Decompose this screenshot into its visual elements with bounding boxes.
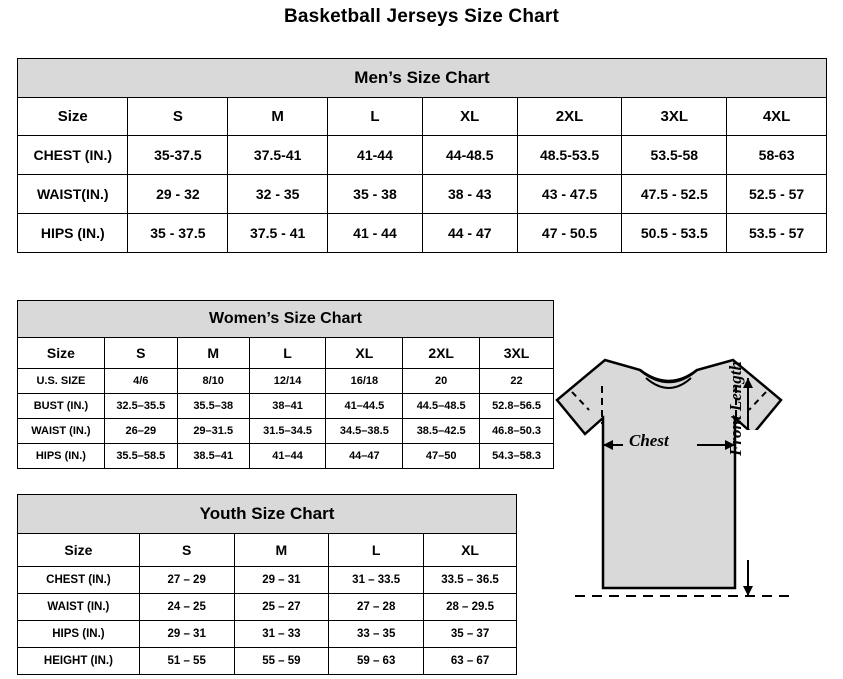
mens-header-s: S — [128, 98, 228, 136]
youth-chart-caption: Youth Size Chart — [18, 495, 517, 534]
womens-header-s: S — [104, 338, 177, 369]
youth-height-xl: 63 – 67 — [424, 648, 517, 675]
mens-chest-xl: 44-48.5 — [422, 136, 517, 175]
table-row — [18, 394, 554, 419]
page-title: Basketball Jerseys Size Chart — [283, 6, 560, 27]
womens-row-label-us-size: U.S. SIZE — [18, 369, 105, 394]
womens-us-size-2xl: 20 — [403, 369, 480, 394]
table-row — [18, 136, 827, 175]
table-header-row — [18, 338, 554, 369]
womens-row-label-bust: BUST (IN.) — [18, 394, 105, 419]
youth-row-label-height: HEIGHT (IN.) — [18, 648, 140, 675]
table-row — [18, 648, 517, 675]
mens-hips-l: 41 - 44 — [328, 214, 423, 253]
youth-waist-xl: 28 – 29.5 — [424, 594, 517, 621]
table-caption-row — [18, 301, 554, 338]
womens-bust-xl: 41–44.5 — [326, 394, 403, 419]
youth-chest-m: 29 – 31 — [234, 567, 329, 594]
mens-waist-m: 32 - 35 — [228, 175, 328, 214]
mens-chest-m: 37.5-41 — [228, 136, 328, 175]
youth-row-label-waist: WAIST (IN.) — [18, 594, 140, 621]
youth-height-s: 51 – 55 — [139, 648, 234, 675]
mens-hips-3xl: 50.5 - 53.5 — [622, 214, 727, 253]
womens-hips-s: 35.5–58.5 — [104, 444, 177, 469]
youth-height-l: 59 – 63 — [329, 648, 424, 675]
mens-header-l: L — [328, 98, 423, 136]
womens-header-m: M — [177, 338, 249, 369]
youth-waist-l: 27 – 28 — [329, 594, 424, 621]
table-row — [18, 594, 517, 621]
womens-waist-l: 31.5–34.5 — [249, 419, 326, 444]
front-length-arrow-bottom — [743, 586, 753, 596]
table-caption-row — [18, 59, 827, 98]
youth-hips-m: 31 – 33 — [234, 621, 329, 648]
youth-chest-s: 27 – 29 — [139, 567, 234, 594]
jersey-illustration-svg — [545, 348, 835, 668]
youth-header-xl: XL — [424, 534, 517, 567]
mens-header-xl: XL — [422, 98, 517, 136]
youth-chest-l: 31 – 33.5 — [329, 567, 424, 594]
mens-row-label-hips: HIPS (IN.) — [18, 214, 128, 253]
mens-header-m: M — [228, 98, 328, 136]
youth-header-l: L — [329, 534, 424, 567]
womens-header-2xl: 2XL — [403, 338, 480, 369]
womens-us-size-xl: 16/18 — [326, 369, 403, 394]
mens-waist-xl: 38 - 43 — [422, 175, 517, 214]
womens-header-l: L — [249, 338, 326, 369]
womens-bust-s: 32.5–35.5 — [104, 394, 177, 419]
womens-bust-l: 38–41 — [249, 394, 326, 419]
table-row — [18, 214, 827, 253]
womens-header-3xl: 3XL — [480, 338, 554, 369]
youth-header-s: S — [139, 534, 234, 567]
mens-chart-caption: Men’s Size Chart — [18, 59, 827, 98]
womens-bust-3xl: 52.8–56.5 — [480, 394, 554, 419]
womens-header-xl: XL — [326, 338, 403, 369]
youth-waist-m: 25 – 27 — [234, 594, 329, 621]
mens-waist-4xl: 52.5 - 57 — [727, 175, 827, 214]
womens-us-size-l: 12/14 — [249, 369, 326, 394]
youth-hips-xl: 35 – 37 — [424, 621, 517, 648]
womens-waist-m: 29–31.5 — [177, 419, 249, 444]
mens-chest-4xl: 58-63 — [727, 136, 827, 175]
womens-header-size: Size — [18, 338, 105, 369]
mens-size-chart-table — [17, 58, 827, 253]
womens-row-label-hips: HIPS (IN.) — [18, 444, 105, 469]
womens-hips-2xl: 47–50 — [403, 444, 480, 469]
mens-header-size: Size — [18, 98, 128, 136]
jersey-measurement-diagram — [545, 348, 835, 668]
mens-chest-l: 41-44 — [328, 136, 423, 175]
womens-bust-2xl: 44.5–48.5 — [403, 394, 480, 419]
youth-height-m: 55 – 59 — [234, 648, 329, 675]
mens-hips-2xl: 47 - 50.5 — [517, 214, 622, 253]
womens-us-size-3xl: 22 — [480, 369, 554, 394]
table-row — [18, 621, 517, 648]
womens-us-size-m: 8/10 — [177, 369, 249, 394]
womens-waist-3xl: 46.8–50.3 — [480, 419, 554, 444]
womens-chart-caption: Women’s Size Chart — [18, 301, 554, 338]
mens-chest-s: 35-37.5 — [128, 136, 228, 175]
table-row — [18, 369, 554, 394]
youth-waist-s: 24 – 25 — [139, 594, 234, 621]
mens-row-label-chest: CHEST (IN.) — [18, 136, 128, 175]
mens-waist-3xl: 47.5 - 52.5 — [622, 175, 727, 214]
mens-waist-2xl: 43 - 47.5 — [517, 175, 622, 214]
youth-hips-s: 29 – 31 — [139, 621, 234, 648]
womens-us-size-s: 4/6 — [104, 369, 177, 394]
womens-hips-l: 41–44 — [249, 444, 326, 469]
womens-waist-2xl: 38.5–42.5 — [403, 419, 480, 444]
womens-hips-xl: 44–47 — [326, 444, 403, 469]
mens-header-4xl: 4XL — [727, 98, 827, 136]
front-length-measure-label: Front Length — [726, 361, 745, 456]
mens-hips-s: 35 - 37.5 — [128, 214, 228, 253]
youth-hips-l: 33 – 35 — [329, 621, 424, 648]
youth-size-chart-table — [17, 494, 517, 675]
womens-waist-xl: 34.5–38.5 — [326, 419, 403, 444]
chest-measure-label: Chest — [629, 431, 669, 450]
mens-waist-l: 35 - 38 — [328, 175, 423, 214]
mens-hips-xl: 44 - 47 — [422, 214, 517, 253]
youth-row-label-hips: HIPS (IN.) — [18, 621, 140, 648]
youth-row-label-chest: CHEST (IN.) — [18, 567, 140, 594]
womens-hips-3xl: 54.3–58.3 — [480, 444, 554, 469]
mens-hips-4xl: 53.5 - 57 — [727, 214, 827, 253]
mens-hips-m: 37.5 - 41 — [228, 214, 328, 253]
womens-waist-s: 26–29 — [104, 419, 177, 444]
womens-row-label-waist: WAIST (IN.) — [18, 419, 105, 444]
mens-chest-2xl: 48.5-53.5 — [517, 136, 622, 175]
table-header-row — [18, 98, 827, 136]
table-header-row — [18, 534, 517, 567]
mens-waist-s: 29 - 32 — [128, 175, 228, 214]
table-row — [18, 567, 517, 594]
mens-chest-3xl: 53.5-58 — [622, 136, 727, 175]
youth-header-m: M — [234, 534, 329, 567]
youth-chest-xl: 33.5 – 36.5 — [424, 567, 517, 594]
youth-header-size: Size — [18, 534, 140, 567]
womens-bust-m: 35.5–38 — [177, 394, 249, 419]
table-row — [18, 175, 827, 214]
table-row — [18, 444, 554, 469]
mens-header-2xl: 2XL — [517, 98, 622, 136]
womens-hips-m: 38.5–41 — [177, 444, 249, 469]
table-caption-row — [18, 495, 517, 534]
mens-header-3xl: 3XL — [622, 98, 727, 136]
table-row — [18, 419, 554, 444]
womens-size-chart-table — [17, 300, 554, 469]
mens-row-label-waist: WAIST(IN.) — [18, 175, 128, 214]
